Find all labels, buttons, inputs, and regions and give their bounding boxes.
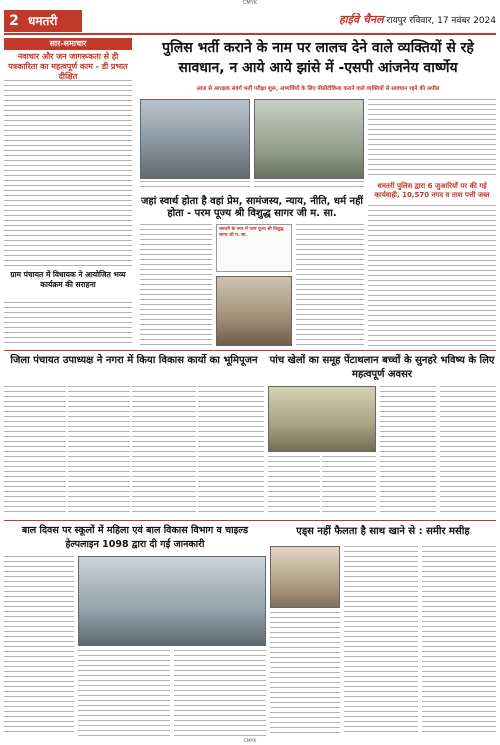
section-divider-1 bbox=[4, 350, 496, 351]
second-story-box-text: धमतरी के नगर में परम पूज्य श्री विशुद्ध सागर जी म. सा. bbox=[219, 227, 284, 238]
sar-samachar-label: सार-समाचार bbox=[4, 38, 132, 50]
second-headline: जहां स्वार्थ होता है वहां प्रेम, सामंजस्य, न्याय, नीति, धर्म नहीं होता - परम पूज्य श्री विशुद्ध सागर जी म. सा. bbox=[141, 196, 363, 219]
main-photo-right bbox=[254, 99, 364, 179]
fourth-headline: पांच खेलों का समूह पेंटाथलान बच्चों के सुनहरे भविष्य के लिए महत्वपूर्ण अवसर bbox=[269, 355, 495, 380]
fourth-story-col-2 bbox=[322, 456, 376, 516]
masthead-right bbox=[339, 12, 496, 30]
main-photo-right-caption bbox=[254, 181, 364, 191]
cmyk-marker-bottom: CMYK bbox=[243, 739, 257, 744]
fifth-story-col-3 bbox=[174, 650, 266, 736]
section-title: धमतरी bbox=[24, 10, 82, 32]
issue-date: रविवार, 17 नवंबर 2024 bbox=[409, 16, 496, 26]
main-story-body bbox=[368, 99, 496, 179]
third-story-col-2 bbox=[68, 386, 130, 516]
fifth-headline: बाल दिवस पर स्कूलों में महिला एवं बाल विकास विभाग व चाइल्ड हेल्पलाइन 1098 द्वारा दी गई जानकारी bbox=[21, 525, 249, 550]
second-story-photo bbox=[216, 276, 292, 346]
third-headline: जिला पंचायत उपाध्यक्ष ने नगरा में किया विकास कार्यो का भूमिपूजन bbox=[10, 355, 258, 366]
main-headline: पुलिस भर्ती कराने के नाम पर लालच देने वाले व्यक्तियों से रहे सावधान, न आये आये झांसे में -एसपी आंजनेय वार्ष्णेय bbox=[162, 40, 474, 76]
sixth-headline: एड्स नहीं फैलता है साथ खाने से : समीर मसीह bbox=[296, 526, 470, 537]
fourth-story-col-3 bbox=[380, 386, 436, 516]
brand-name: हाईवे चैनल bbox=[338, 13, 384, 26]
fourth-story-photo bbox=[268, 386, 376, 452]
fifth-story-col-2 bbox=[78, 650, 170, 736]
city-name: रायपुर bbox=[386, 16, 407, 26]
sixth-story-col-2 bbox=[344, 546, 418, 736]
fourth-story-col-1 bbox=[268, 456, 320, 516]
fourth-story-col-4 bbox=[440, 386, 496, 516]
main-photo-left-caption bbox=[140, 181, 250, 191]
fifth-story-photo bbox=[78, 556, 266, 646]
left-story2-headline: ग्राम पंचायत में विधायक ने आयोजित भव्य कार्यक्रम की सराहना bbox=[10, 270, 126, 289]
left-story2-body bbox=[4, 302, 132, 346]
third-story-col-3 bbox=[132, 386, 196, 516]
sixth-story-photo bbox=[270, 546, 340, 608]
page-number: 2 bbox=[4, 10, 24, 32]
fifth-story-col-1 bbox=[4, 556, 74, 736]
police-action-body bbox=[368, 205, 496, 268]
section-divider-2 bbox=[4, 520, 496, 521]
cmyk-marker: CMYK bbox=[242, 0, 258, 6]
sixth-story-col-1 bbox=[270, 612, 340, 736]
third-story-col-1 bbox=[4, 386, 66, 516]
second-story-body-2 bbox=[296, 224, 364, 346]
third-story-col-4 bbox=[198, 386, 264, 516]
left-story-body bbox=[4, 80, 132, 268]
second-story-box bbox=[216, 224, 292, 272]
main-subheadline: आज से आरक्षक संवर्ग भर्ती परीक्षा शुरू, अभ्यर्थियों के लिए पीसीटीकिया कराने वाले व्यक्तियों से सावधान रहने की अपील bbox=[196, 86, 440, 92]
sixth-story-col-3 bbox=[422, 546, 496, 736]
second-story-body-1 bbox=[140, 224, 212, 346]
police-action-body-2 bbox=[368, 270, 496, 346]
left-story-headline: नवाचार और जन जागरूकता से ही पत्रकारिता का महत्वपूर्ण काम - डी प्रभात दीक्षित bbox=[8, 52, 128, 81]
main-photo-left bbox=[140, 99, 250, 179]
police-action-headline: धमतरी पुलिस द्वारा 6 जुआरियों पर की गई कार्यवाही, 10,570 नगद व ताश पत्ती जब्त bbox=[374, 182, 490, 199]
masthead bbox=[4, 8, 496, 34]
masthead-rule bbox=[4, 33, 496, 35]
